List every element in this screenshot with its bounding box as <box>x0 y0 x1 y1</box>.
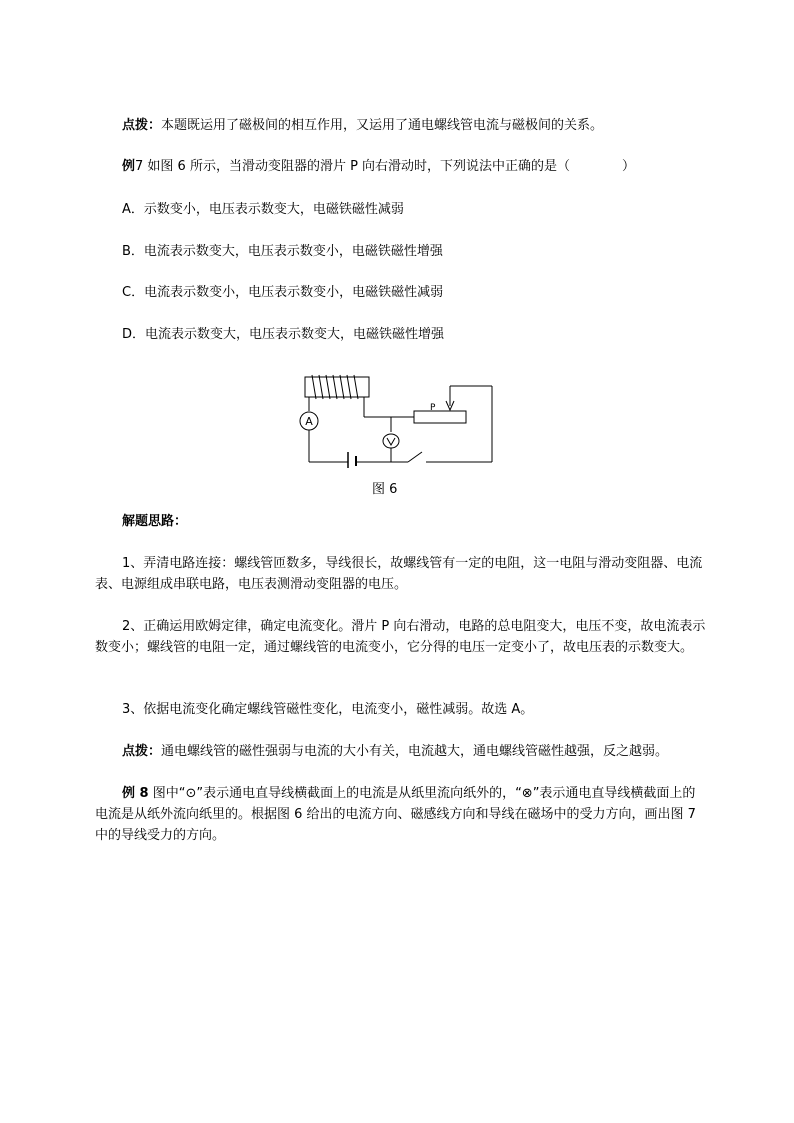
option-b: B．电流表示数变大，电压表示数变小，电磁铁磁性增强 <box>122 244 443 259</box>
solution-step-1: 1、弄清电路连接：螺线管匝数多，导线很长，故螺线管有一定的电阻，这一电阻与滑动变阻器、电流表、电源组成串联电路，电压表测滑动变阻器的电压。 <box>95 556 703 592</box>
option-c: C．电流表示数变小，电压表示数变小，电磁铁磁性减弱 <box>122 285 444 300</box>
example-label: 例 <box>122 159 136 174</box>
tip-paragraph-1 <box>122 115 603 137</box>
example-7-text: 7 如图 6 所示，当滑动变阻器的滑片 P 向右滑动时，下列说法中正确的是（ ） <box>135 159 636 174</box>
solenoid-core <box>305 377 369 397</box>
option-d: D．电流表示数变大，电压表示数变大，电磁铁磁性增强 <box>122 327 445 342</box>
example-8-label: 例 8 <box>122 786 149 801</box>
example-8-text: 图中“⊙”表示通电直导线横截面上的电流是从纸里流向纸外的，“⊗”表示通电直导线横截面上的电流是从纸外流向纸里的。根据图 6 给出的电流方向、磁感线方向和导线在磁场中的受力方向，画出图 7 中的导线受力的方向。 <box>95 786 696 843</box>
figure-caption: 图 6 <box>372 482 398 497</box>
circuit-diagram <box>296 368 496 468</box>
tip-text: 本题既运用了磁极间的相互作用，又运用了通电螺线管电流与磁极间的关系。 <box>161 118 604 133</box>
tip-label: 点拨： <box>122 744 162 759</box>
voltmeter-symbol <box>387 438 395 445</box>
option-a: A．示数变小，电压表示数变大，电磁铁磁性减弱 <box>122 202 404 217</box>
solution-heading: 解题思路： <box>122 514 188 529</box>
tip-text: 通电螺线管的磁性强弱与电流的大小有关，电流越大，通电螺线管磁性越强，反之越弱。 <box>161 744 669 759</box>
solenoid-coil <box>312 375 358 399</box>
tip-paragraph-2 <box>95 741 707 762</box>
solution-step-2: 2、正确运用欧姆定律，确定电流变化。滑片 P 向右滑动，电路的总电阻变大，电压不变，故电流表示数变小；螺线管的电阻一定，通过螺线管的电流变小，它分得的电压一定变小了，故电压表的示数变大。 <box>95 619 706 655</box>
rheostat <box>414 411 466 423</box>
example-8-paragraph <box>95 783 707 846</box>
ammeter-symbol: A <box>305 415 313 428</box>
example-7-question <box>122 156 635 178</box>
slider-label: P <box>430 403 436 413</box>
switch-blade <box>408 452 422 462</box>
solution-step-3: 3、依据电流变化确定螺线管磁性变化，电流变小，磁性减弱。故选 A。 <box>122 702 534 717</box>
tip-label: 点拨： <box>122 118 162 133</box>
